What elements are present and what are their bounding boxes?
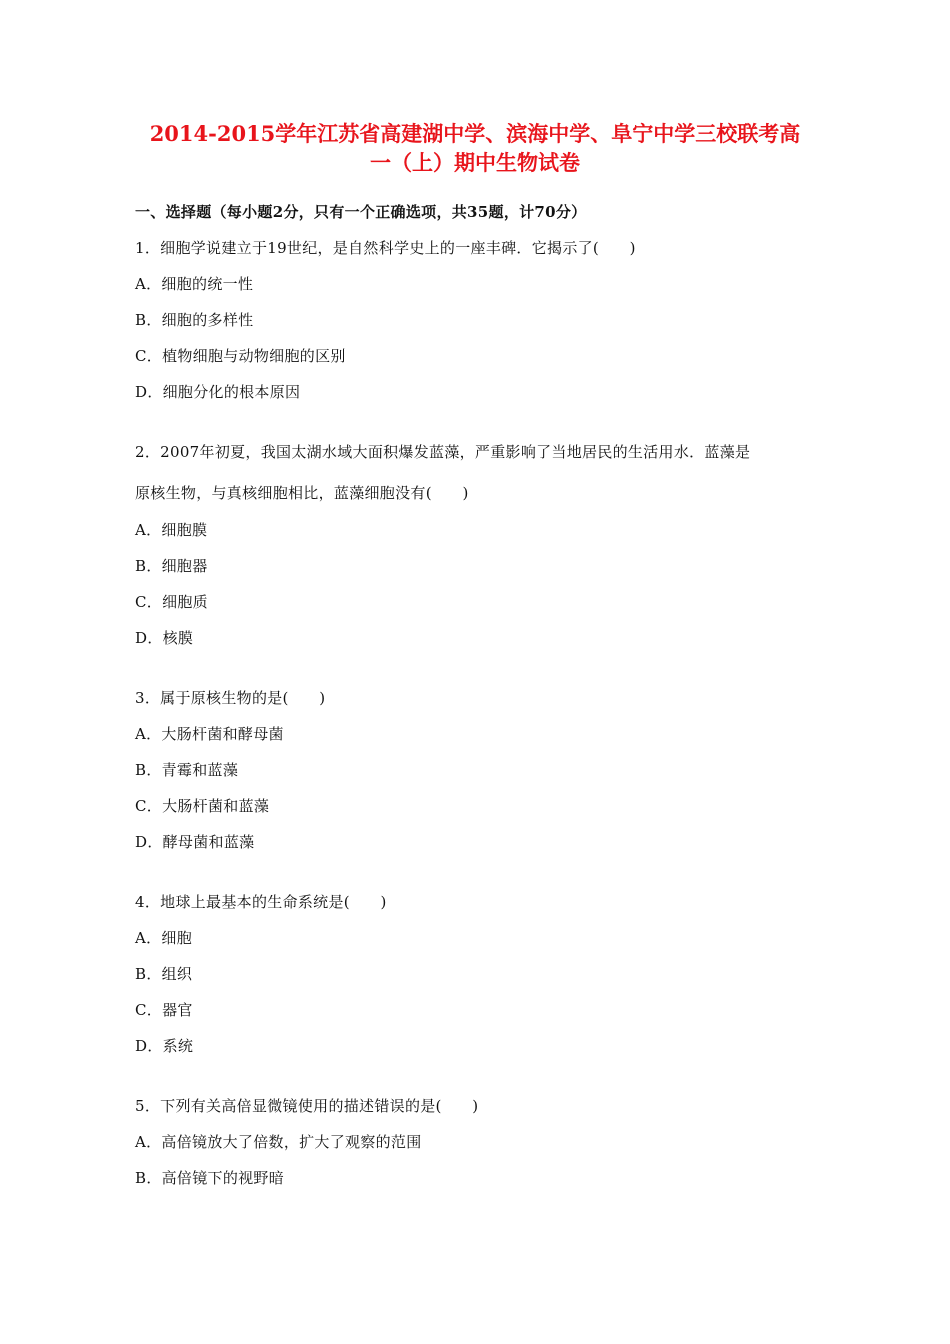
question-4-option-c: C．器官 <box>135 1001 193 1019</box>
question-2-stem-line-1: 2．2007年初夏，我国太湖水域大面积爆发蓝藻，严重影响了当地居民的生活用水．蓝藻是 <box>135 443 751 461</box>
question-1-stem: 1．细胞学说建立于19世纪，是自然科学史上的一座丰碑．它揭示了( ) <box>135 239 636 257</box>
question-1-option-d: D．细胞分化的根本原因 <box>135 383 301 401</box>
question-3-option-c: C．大肠杆菌和蓝藻 <box>135 797 270 815</box>
question-4-option-a: A．细胞 <box>135 929 193 947</box>
question-2-option-a: A．细胞膜 <box>135 521 208 539</box>
exam-title-line-1: 2014-2015学年江苏省高建湖中学、滨海中学、阜宁中学三校联考高 <box>149 121 801 146</box>
question-3-option-b: B．青霉和蓝藻 <box>135 761 239 779</box>
exam-title-line-2: 一（上）期中生物试卷 <box>370 150 580 175</box>
question-2-stem-line-2: 原核生物，与真核细胞相比，蓝藻细胞没有( ) <box>135 484 469 502</box>
question-1-option-b: B．细胞的多样性 <box>135 311 254 329</box>
question-1-option-a: A．细胞的统一性 <box>135 275 254 293</box>
question-3-option-d: D．酵母菌和蓝藻 <box>135 833 255 851</box>
question-5-option-a: A．高倍镜放大了倍数，扩大了观察的范围 <box>135 1133 422 1151</box>
question-4-option-d: D．系统 <box>135 1037 194 1055</box>
question-2-option-b: B．细胞器 <box>135 557 208 575</box>
question-5-option-b: B．高倍镜下的视野暗 <box>135 1169 285 1187</box>
question-5-stem: 5．下列有关高倍显微镜使用的描述错误的是( ) <box>135 1097 479 1115</box>
question-4-stem: 4．地球上最基本的生命系统是( ) <box>135 893 387 911</box>
question-4-option-b: B．组织 <box>135 965 193 983</box>
question-3-option-a: A．大肠杆菌和酵母菌 <box>135 725 284 743</box>
question-3-stem: 3．属于原核生物的是( ) <box>135 689 326 707</box>
question-1-option-c: C．植物细胞与动物细胞的区别 <box>135 347 346 365</box>
section-heading: 一、选择题（每小题2分，只有一个正确选项，共35题，计70分） <box>135 203 587 221</box>
question-2-option-d: D．核膜 <box>135 629 194 647</box>
question-2-option-c: C．细胞质 <box>135 593 208 611</box>
